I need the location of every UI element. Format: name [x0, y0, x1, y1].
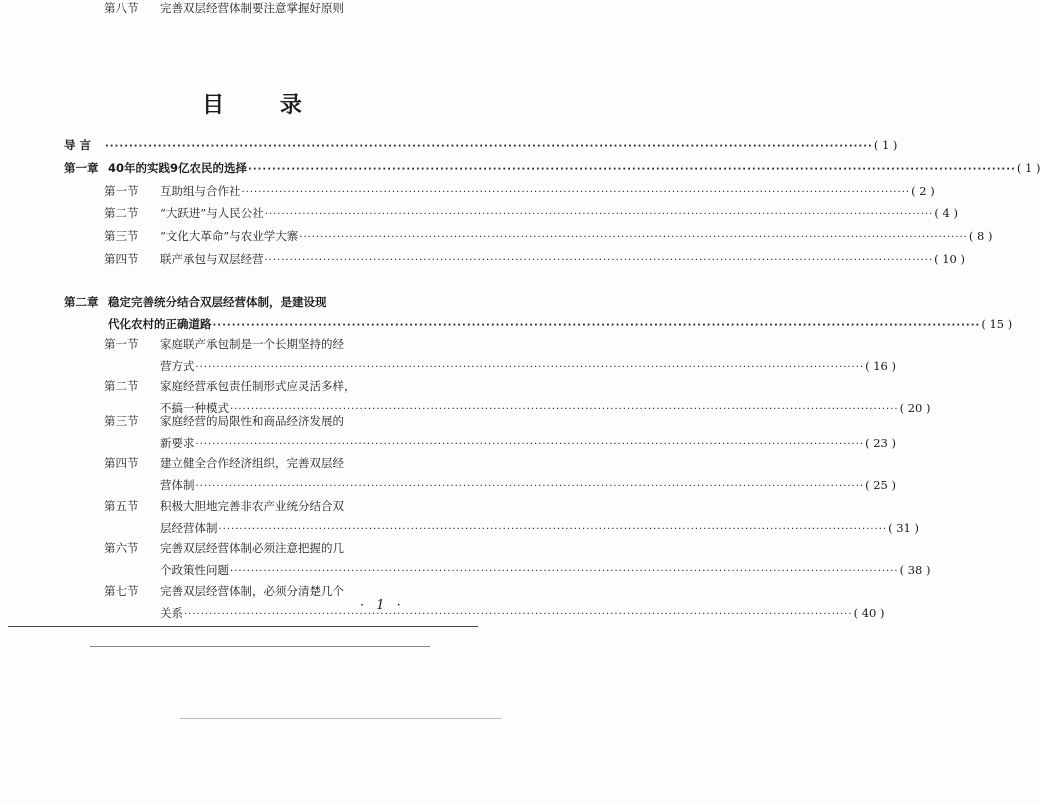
toc-entry-label: 第五节 [104, 499, 139, 513]
toc-entry-text: 稳定完善统分结合双层经营体制，是建设现 [108, 295, 327, 309]
toc-entry[interactable] [0, 455, 897, 493]
toc-entry-text: 家庭经营的局限性和商品经济发展的 [160, 414, 344, 428]
toc-entry-label: 第一章 [64, 161, 99, 175]
toc-entry-text: 互助组与合作社 [160, 184, 241, 198]
toc-page-number: ( 15 ) [981, 317, 1013, 331]
toc-page-number: ( 16 ) [865, 359, 897, 373]
toc-entry-text: 完善双层经营体制，必须分清楚几个 [160, 584, 344, 598]
page-number: · 1 · [360, 598, 405, 613]
toc-page-number: ( 1 ) [873, 138, 898, 152]
toc-entry-label: 导 言 [64, 138, 92, 152]
toc-entry-label: 第六节 [104, 541, 139, 555]
toc-entry-label: 第三节 [104, 229, 139, 243]
toc-entry-text: 家庭经营承包责任制形式应灵活多样， [160, 379, 356, 393]
toc-entry-label: 第一节 [104, 184, 139, 198]
dot-leader: ································································································································································ [264, 255, 934, 266]
toc-page-number: ( 10 ) [934, 252, 966, 266]
toc-entry[interactable] [0, 205, 958, 221]
toc-entry-text: 家庭联产承包制是一个长期坚持的经 [160, 337, 344, 351]
toc-entry[interactable] [0, 251, 966, 267]
toc-entry-label: 第二节 [104, 206, 139, 220]
toc-page-number: ( 4 ) [934, 206, 958, 220]
toc-entry[interactable] [0, 378, 931, 416]
toc-page-number: ( 8 ) [968, 229, 993, 243]
dot-leader: ································································································································································ [195, 481, 865, 492]
dot-leader: ································································································································································ [248, 164, 1016, 175]
toc-entry-label: 第三节 [104, 414, 139, 428]
dot-leader: ································································································································································ [105, 141, 873, 152]
toc-page-number: ( 40 ) [853, 606, 885, 620]
toc-entry-label: 第八节 [104, 1, 139, 15]
toc-entry-text: 营体制 [160, 478, 195, 492]
toc-entry[interactable] [0, 583, 885, 621]
toc-entry-text: 个政策性问题 [160, 563, 229, 577]
toc-entry[interactable] [0, 183, 935, 199]
toc-page-number: ( 38 ) [899, 563, 931, 577]
bottom-rule-faint [180, 718, 502, 719]
toc-entry-label: 第二节 [104, 379, 139, 393]
dot-leader: ································································································································································ [230, 566, 899, 577]
dot-leader: ································································································································································ [184, 609, 853, 620]
toc-entry[interactable] [0, 336, 897, 374]
toc-entry-text: 新要求 [160, 436, 195, 450]
toc-page-number: ( 1 ) [1016, 161, 1040, 175]
toc-entry-text: 关系 [160, 606, 183, 620]
dot-leader: ································································································································································ [195, 439, 865, 450]
toc-entry-text: “文化大革命”与农业学大寨 [160, 229, 299, 243]
toc-page-number: ( 25 ) [865, 478, 897, 492]
toc-page-number: ( 31 ) [888, 521, 920, 535]
toc-entry[interactable] [0, 137, 898, 153]
dot-leader: ································································································································································ [212, 320, 981, 331]
toc-title: 目 录 [202, 93, 326, 118]
toc-entry-text: 完善双层经营体制要注意掌握好原则 [160, 1, 344, 15]
toc-page-number: ( 2 ) [911, 184, 935, 198]
toc-entry-text: 营方式 [160, 359, 195, 373]
toc-entry[interactable] [0, 540, 931, 578]
toc-entry[interactable] [0, 294, 1013, 332]
toc-entry[interactable] [0, 160, 1040, 176]
toc-page-number: ( 20 ) [899, 401, 931, 415]
toc-entry[interactable] [0, 413, 897, 451]
toc-entry-text: 积极大胆地完善非农产业统分结合双 [160, 499, 344, 513]
toc-entry-text: 不搞一种模式 [160, 401, 229, 415]
bottom-rule-secondary [90, 646, 430, 647]
toc-entry[interactable] [0, 228, 993, 244]
toc-entry-text: 40年的实践9亿农民的选择 [108, 161, 248, 175]
toc-entry-text: 层经营体制 [160, 521, 218, 535]
toc-entry-text: 联产承包与双层经营 [160, 252, 264, 266]
toc-entry-label: 第七节 [104, 584, 139, 598]
bottom-rule [8, 626, 478, 627]
toc-entry[interactable] [0, 0, 504, 16]
toc-entry[interactable] [0, 498, 920, 536]
toc-page-number: ( 23 ) [865, 436, 897, 450]
dot-leader: ································································································································································ [241, 187, 911, 198]
toc-entry-label: 第一节 [104, 337, 139, 351]
dot-leader: ································································································································································ [299, 232, 968, 243]
toc-entry-label: 第四节 [104, 456, 139, 470]
dot-leader: ································································································································································ [230, 404, 899, 415]
toc-entry-text: 完善双层经营体制必须注意把握的几 [160, 541, 344, 555]
toc-entry-text: 代化农村的正确道路 [108, 317, 212, 331]
dot-leader: ································································································································································ [218, 524, 888, 535]
toc-entry-text: 建立健全合作经济组织，完善双层经 [160, 456, 344, 470]
toc-entry-text: “大跃进”与人民公社 [160, 206, 264, 220]
toc-entry-label: 第二章 [64, 295, 99, 309]
toc-entry-label: 第四节 [104, 252, 139, 266]
dot-leader: ································································································································································ [264, 209, 934, 220]
dot-leader: ································································································································································ [195, 362, 865, 373]
